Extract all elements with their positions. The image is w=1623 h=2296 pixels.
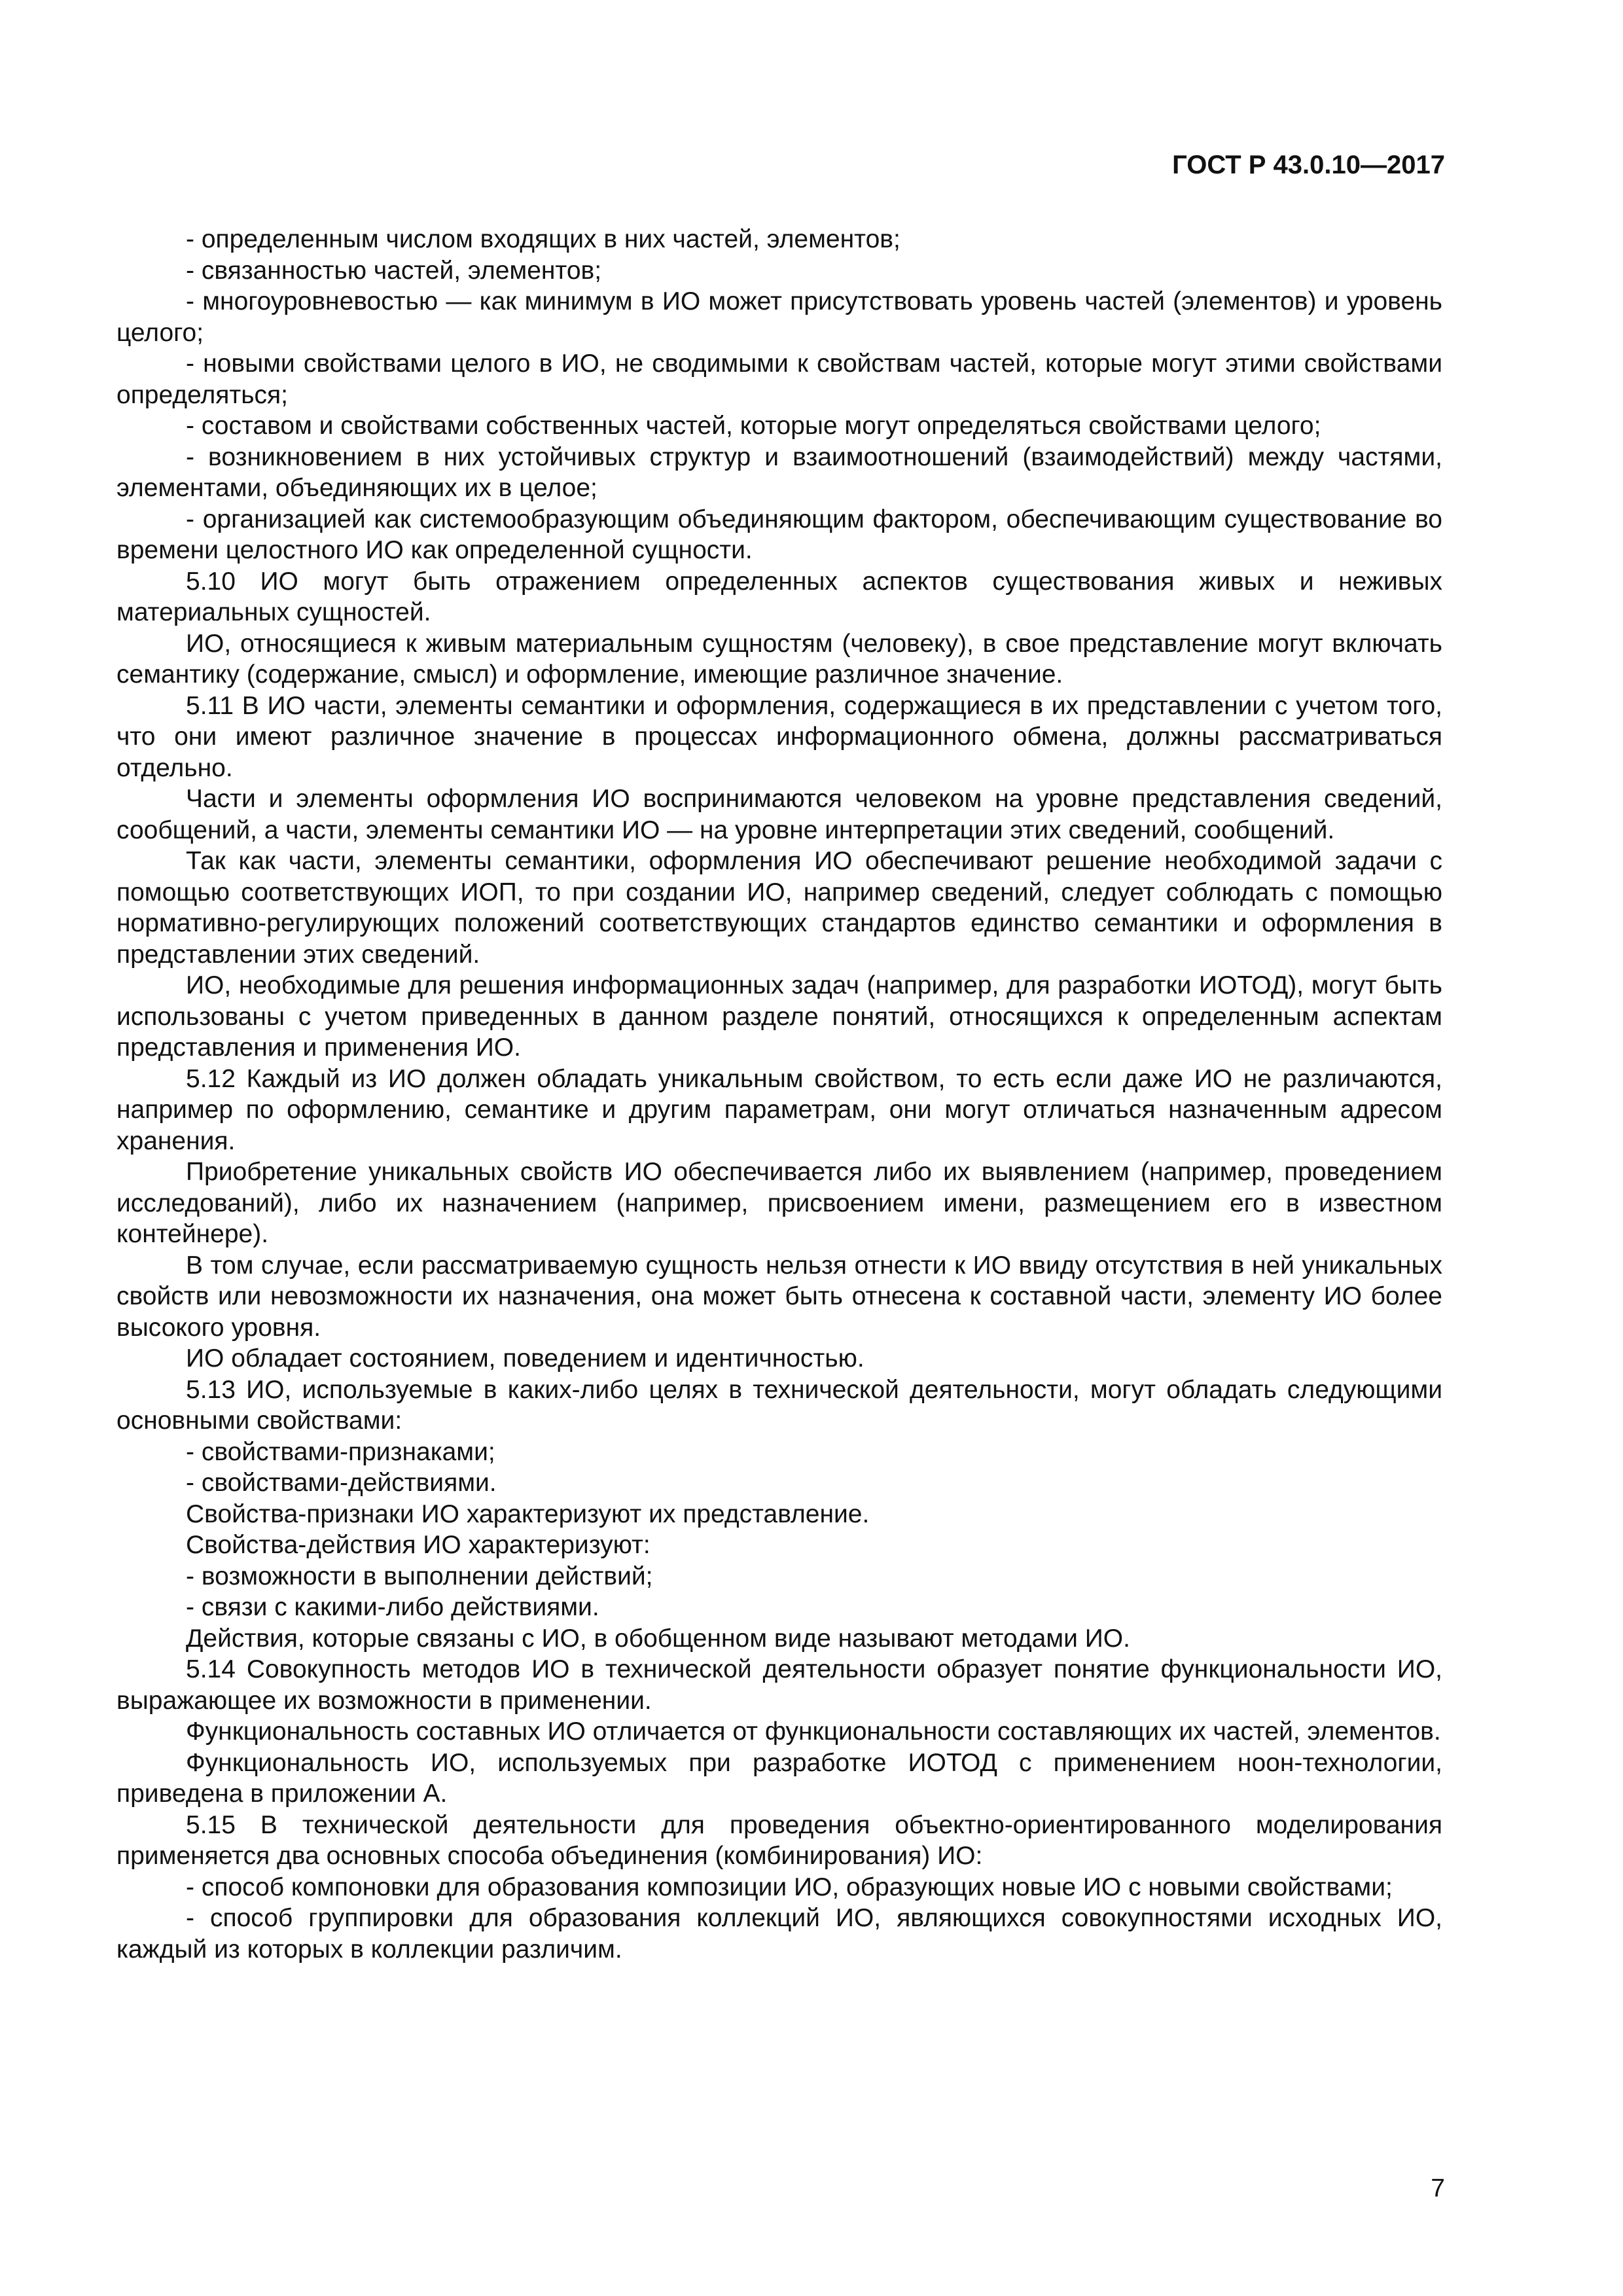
paragraph: 5.10 ИО могут быть отражением определенных аспектов существования живых и неживых материальных сущностей.: [116, 567, 1442, 626]
paragraph: - возможности в выполнении действий;: [186, 1562, 653, 1590]
paragraph: 5.15 В технической деятельности для проведения объектно-ориентированного моделирования применяется два основных способа объединения (комбинирования) ИО:: [116, 1810, 1442, 1870]
paragraph: Приобретение уникальных свойств ИО обеспечивается либо их выявлением (например, проведением исследований), либо их назначением (например, присвоением имени, размещением его в известном контейнере).: [116, 1158, 1442, 1248]
paragraph: ИО, необходимые для решения информационных задач (например, для разработки ИОТОД), могут быть использованы с учетом приведенных в данном разделе понятий, относящихся к определенным аспектам представления и применения ИО.: [116, 971, 1442, 1062]
paragraph: Свойства-признаки ИО характеризуют их представление.: [186, 1499, 870, 1528]
paragraph: 5.12 Каждый из ИО должен обладать уникальным свойством, то есть если даже ИО не различаются, например по оформлению, семантике и другим параметрам, они могут отличаться назначенным адресом хранения.: [116, 1064, 1442, 1155]
paragraph: - многоуровневостью — как минимум в ИО может присутствовать уровень частей (элементов) и уровень целого;: [116, 287, 1442, 347]
paragraph: ИО обладает состоянием, поведением и идентичностью.: [186, 1344, 865, 1372]
paragraph: - организацией как системообразующим объединяющим фактором, обеспечивающим существование во времени целостного ИО как определенной сущности.: [116, 505, 1442, 564]
paragraph: - свойствами-признаками;: [186, 1437, 495, 1466]
paragraph: - свойствами-действиями.: [186, 1469, 497, 1497]
paragraph: - новыми свойствами целого в ИО, не сводимыми к свойствам частей, которые могут этими свойствами определяться;: [116, 350, 1442, 409]
paragraph: - способ компоновки для образования композиции ИО, образующих новые ИО с новыми свойствами;: [186, 1873, 1393, 1901]
paragraph: - возникновением в них устойчивых структур и взаимоотношений (взаимодействий) между частями, элементами, объединяющих их в целое;: [116, 442, 1442, 502]
paragraph: 5.14 Совокупность методов ИО в технической деятельности образует понятие функциональности ИО, выражающее их возможности в применении.: [116, 1655, 1442, 1715]
paragraph: Так как части, элементы семантики, оформления ИО обеспечивают решение необходимой задачи с помощью соответствующих ИОП, то при создании ИО, например сведений, следует соблюдать с помощью нормативно-регулирующих положений соответствующих стандартов единство семантики и оформления в представлении этих сведений.: [116, 847, 1442, 969]
paragraph: - связи с какими-либо действиями.: [186, 1593, 599, 1621]
paragraph: - составом и свойствами собственных частей, которые могут определяться свойствами целого;: [186, 412, 1321, 440]
paragraph: Функциональность составных ИО отличается от функциональности составляющих их частей, элементов.: [186, 1717, 1441, 1746]
paragraph: Части и элементы оформления ИО воспринимаются человеком на уровне представления сведений, сообщений, а части, элементы семантики ИО — на уровне интерпретации этих сведений, сообщений.: [116, 785, 1442, 844]
document-header-standard-code: ГОСТ Р 43.0.10—2017: [1172, 151, 1445, 179]
paragraph: 5.13 ИО, используемые в каких-либо целях в технической деятельности, могут обладать следующими основными свойствами:: [116, 1375, 1442, 1435]
page-number: 7: [1431, 2174, 1445, 2202]
paragraph: Действия, которые связаны с ИО, в обобщенном виде называют методами ИО.: [186, 1624, 1130, 1653]
paragraph: Свойства-действия ИО характеризуют:: [186, 1531, 651, 1559]
document-body: [116, 224, 1442, 1965]
paragraph: - связанностью частей, элементов;: [186, 256, 602, 285]
paragraph: - определенным числом входящих в них частей, элементов;: [186, 225, 901, 253]
paragraph: ИО, относящиеся к живым материальным сущностям (человеку), в свое представление могут включать семантику (содержание, смысл) и оформление, имеющие различное значение.: [116, 629, 1442, 689]
paragraph: - способ группировки для образования коллекций ИО, являющихся совокупностями исходных ИО, каждый из которых в коллекции различим.: [116, 1904, 1442, 1964]
paragraph: Функциональность ИО, используемых при разработке ИОТОД с применением ноон-технологии, приведена в приложении А.: [116, 1748, 1442, 1808]
paragraph: В том случае, если рассматриваемую сущность нельзя отнести к ИО ввиду отсутствия в ней уникальных свойств или невозможности их назначения, она может быть отнесена к составной части, элементу ИО более высокого уровня.: [116, 1251, 1442, 1342]
paragraph: 5.11 В ИО части, элементы семантики и оформления, содержащиеся в их представлении с учетом того, что они имеют различное значение в процессах информационного обмена, должны рассматриваться отдельно.: [116, 691, 1442, 782]
